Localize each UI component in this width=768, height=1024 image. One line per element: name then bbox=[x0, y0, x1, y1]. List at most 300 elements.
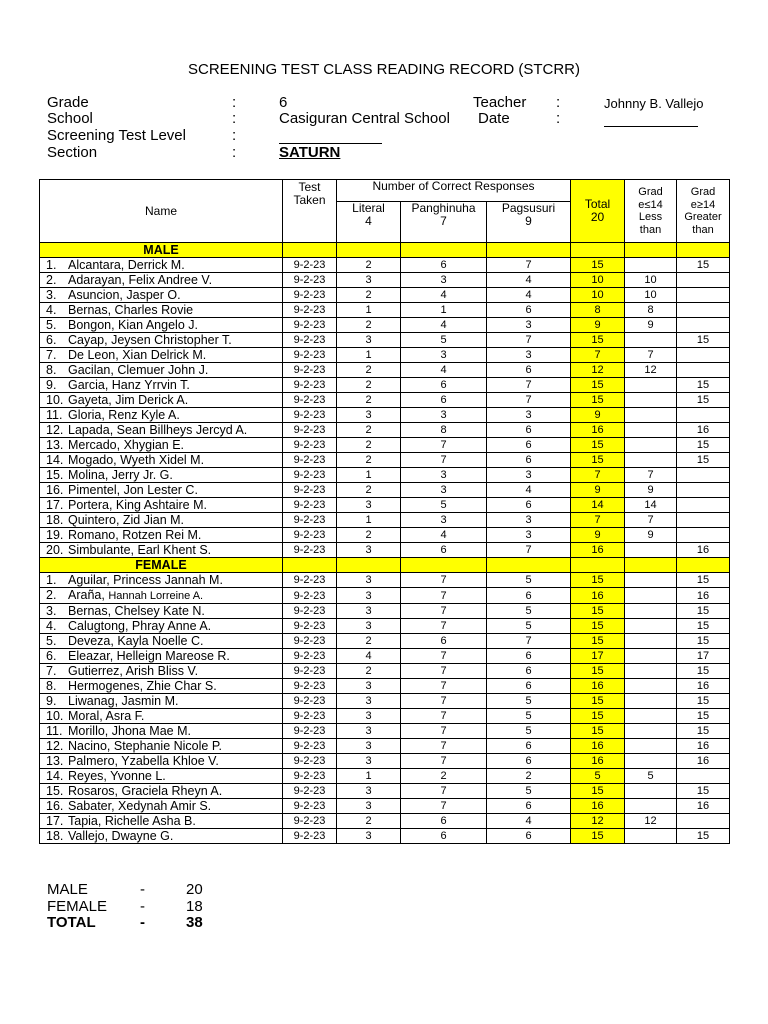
col-header-correct-responses: Number of Correct Responses bbox=[337, 180, 571, 202]
panghinuha-cell: 7 bbox=[401, 694, 487, 709]
less-than-cell: 10 bbox=[625, 288, 677, 303]
greater-than-cell: 15 bbox=[677, 258, 730, 273]
table-row bbox=[40, 724, 730, 739]
pagsusuri-cell: 7 bbox=[487, 258, 571, 273]
greater-than-cell bbox=[677, 363, 730, 378]
less-than-cell bbox=[625, 543, 677, 558]
table-row bbox=[40, 483, 730, 498]
pagsusuri-cell: 6 bbox=[487, 303, 571, 318]
less-than-cell bbox=[625, 634, 677, 649]
student-name: 6. Cayap, Jeysen Christopher T. bbox=[40, 333, 283, 348]
greater-than-cell: 15 bbox=[677, 829, 730, 844]
greater-than-cell: 15 bbox=[677, 378, 730, 393]
student-name: 1. Alcantara, Derrick M. bbox=[40, 258, 283, 273]
col-header-greater-than: Grad e≥14 Greater than bbox=[677, 180, 730, 243]
table-row bbox=[40, 709, 730, 724]
student-name: 15. Molina, Jerry Jr. G. bbox=[40, 468, 283, 483]
total-cell: 12 bbox=[571, 814, 625, 829]
pagsusuri-cell: 3 bbox=[487, 318, 571, 333]
panghinuha-cell: 3 bbox=[401, 348, 487, 363]
student-name: 8. Gacilan, Clemuer John J. bbox=[40, 363, 283, 378]
less-than-cell bbox=[625, 724, 677, 739]
total-cell: 15 bbox=[571, 573, 625, 588]
total-cell: 7 bbox=[571, 348, 625, 363]
greater-than-cell: 15 bbox=[677, 694, 730, 709]
test-date-cell: 9-2-23 bbox=[283, 303, 337, 318]
school-colon: : bbox=[232, 110, 237, 127]
pagsusuri-cell: 6 bbox=[487, 423, 571, 438]
section-label: Section bbox=[47, 144, 98, 161]
greater-than-cell: 15 bbox=[677, 604, 730, 619]
date-label: Date bbox=[478, 110, 510, 127]
male-group-header-label: MALE bbox=[40, 243, 283, 258]
pagsusuri-cell: 3 bbox=[487, 468, 571, 483]
student-name: 10. Moral, Asra F. bbox=[40, 709, 283, 724]
test-date-cell: 9-2-23 bbox=[283, 649, 337, 664]
total-cell: 7 bbox=[571, 513, 625, 528]
less-than-cell bbox=[625, 739, 677, 754]
student-name: 14. Mogado, Wyeth Xidel M. bbox=[40, 453, 283, 468]
pagsusuri-cell: 6 bbox=[487, 679, 571, 694]
panghinuha-cell: 3 bbox=[401, 513, 487, 528]
pagsusuri-cell: 6 bbox=[487, 438, 571, 453]
pagsusuri-cell: 7 bbox=[487, 543, 571, 558]
total-cell: 5 bbox=[571, 769, 625, 784]
greater-than-cell bbox=[677, 483, 730, 498]
panghinuha-cell: 6 bbox=[401, 829, 487, 844]
table-row bbox=[40, 513, 730, 528]
total-cell: 8 bbox=[571, 303, 625, 318]
pagsusuri-cell: 6 bbox=[487, 739, 571, 754]
total-cell: 16 bbox=[571, 423, 625, 438]
pagsusuri-cell: 5 bbox=[487, 604, 571, 619]
literal-cell: 3 bbox=[337, 724, 401, 739]
table-row bbox=[40, 348, 730, 363]
panghinuha-cell: 7 bbox=[401, 619, 487, 634]
student-name: 11. Gloria, Renz Kyle A. bbox=[40, 408, 283, 423]
literal-cell: 2 bbox=[337, 814, 401, 829]
greater-than-cell: 15 bbox=[677, 784, 730, 799]
pagsusuri-cell: 3 bbox=[487, 528, 571, 543]
teacher-value: Johnny B. Vallejo bbox=[604, 96, 704, 111]
greater-than-cell: 15 bbox=[677, 664, 730, 679]
total-cell: 15 bbox=[571, 453, 625, 468]
student-name: 13. Mercado, Xhygian E. bbox=[40, 438, 283, 453]
student-name: 7. Gutierrez, Arish Bliss V. bbox=[40, 664, 283, 679]
test-date-cell: 9-2-23 bbox=[283, 664, 337, 679]
greater-than-cell: 15 bbox=[677, 453, 730, 468]
panghinuha-cell: 7 bbox=[401, 453, 487, 468]
less-than-cell bbox=[625, 333, 677, 348]
literal-cell: 3 bbox=[337, 709, 401, 724]
test-date-cell: 9-2-23 bbox=[283, 769, 337, 784]
total-cell: 14 bbox=[571, 498, 625, 513]
total-cell: 15 bbox=[571, 258, 625, 273]
less-than-cell: 14 bbox=[625, 498, 677, 513]
pagsusuri-cell: 6 bbox=[487, 649, 571, 664]
student-name: 1. Aguilar, Princess Jannah M. bbox=[40, 573, 283, 588]
less-than-cell: 8 bbox=[625, 303, 677, 318]
table-row bbox=[40, 829, 730, 844]
student-name: 17. Portera, King Ashtaire M. bbox=[40, 498, 283, 513]
table-row bbox=[40, 769, 730, 784]
test-date-cell: 9-2-23 bbox=[283, 363, 337, 378]
table-row bbox=[40, 273, 730, 288]
table-row bbox=[40, 438, 730, 453]
panghinuha-cell: 7 bbox=[401, 438, 487, 453]
student-name: 20. Simbulante, Earl Khent S. bbox=[40, 543, 283, 558]
total-cell: 15 bbox=[571, 634, 625, 649]
panghinuha-cell: 3 bbox=[401, 273, 487, 288]
less-than-cell bbox=[625, 438, 677, 453]
table-row bbox=[40, 498, 730, 513]
greater-than-cell bbox=[677, 769, 730, 784]
student-name: 4. Calugtong, Phray Anne A. bbox=[40, 619, 283, 634]
student-name: 7. De Leon, Xian Delrick M. bbox=[40, 348, 283, 363]
panghinuha-cell: 7 bbox=[401, 724, 487, 739]
test-date-cell: 9-2-23 bbox=[283, 679, 337, 694]
total-cell: 15 bbox=[571, 694, 625, 709]
less-than-cell: 10 bbox=[625, 273, 677, 288]
total-cell: 16 bbox=[571, 799, 625, 814]
pagsusuri-cell: 5 bbox=[487, 709, 571, 724]
test-date-cell: 9-2-23 bbox=[283, 573, 337, 588]
total-cell: 15 bbox=[571, 724, 625, 739]
test-date-cell: 9-2-23 bbox=[283, 754, 337, 769]
student-name: 16. Sabater, Xedynah Amir S. bbox=[40, 799, 283, 814]
panghinuha-cell: 7 bbox=[401, 649, 487, 664]
literal-cell: 3 bbox=[337, 679, 401, 694]
student-name: 5. Bongon, Kian Angelo J. bbox=[40, 318, 283, 333]
student-name: 17. Tapia, Richelle Asha B. bbox=[40, 814, 283, 829]
greater-than-cell: 16 bbox=[677, 799, 730, 814]
pagsusuri-cell: 6 bbox=[487, 799, 571, 814]
greater-than-cell: 16 bbox=[677, 754, 730, 769]
table-row bbox=[40, 664, 730, 679]
student-name: 12. Lapada, Sean Billheys Jercyd A. bbox=[40, 423, 283, 438]
test-date-cell: 9-2-23 bbox=[283, 468, 337, 483]
less-than-cell bbox=[625, 393, 677, 408]
literal-cell: 4 bbox=[337, 649, 401, 664]
literal-cell: 3 bbox=[337, 739, 401, 754]
literal-cell: 2 bbox=[337, 318, 401, 333]
less-than-cell bbox=[625, 754, 677, 769]
panghinuha-cell: 3 bbox=[401, 468, 487, 483]
table-row bbox=[40, 288, 730, 303]
panghinuha-cell: 6 bbox=[401, 378, 487, 393]
student-name: 19. Romano, Rotzen Rei M. bbox=[40, 528, 283, 543]
greater-than-cell bbox=[677, 814, 730, 829]
pagsusuri-cell: 5 bbox=[487, 694, 571, 709]
panghinuha-cell: 6 bbox=[401, 393, 487, 408]
female-group-header-label: FEMALE bbox=[40, 558, 283, 573]
test-date-cell: 9-2-23 bbox=[283, 814, 337, 829]
literal-cell: 1 bbox=[337, 348, 401, 363]
panghinuha-cell: 6 bbox=[401, 543, 487, 558]
pagsusuri-cell: 3 bbox=[487, 513, 571, 528]
less-than-cell: 12 bbox=[625, 814, 677, 829]
literal-cell: 2 bbox=[337, 288, 401, 303]
table-row bbox=[40, 393, 730, 408]
panghinuha-cell: 6 bbox=[401, 258, 487, 273]
test-date-cell: 9-2-23 bbox=[283, 619, 337, 634]
total-cell: 16 bbox=[571, 543, 625, 558]
total-cell: 17 bbox=[571, 649, 625, 664]
test-date-cell: 9-2-23 bbox=[283, 258, 337, 273]
total-cell: 16 bbox=[571, 588, 625, 604]
literal-cell: 2 bbox=[337, 363, 401, 378]
literal-cell: 2 bbox=[337, 483, 401, 498]
date-colon: : bbox=[556, 110, 561, 127]
panghinuha-cell: 7 bbox=[401, 664, 487, 679]
literal-cell: 3 bbox=[337, 694, 401, 709]
panghinuha-cell: 1 bbox=[401, 303, 487, 318]
literal-cell: 1 bbox=[337, 303, 401, 318]
pagsusuri-cell: 6 bbox=[487, 754, 571, 769]
greater-than-cell bbox=[677, 498, 730, 513]
total-cell: 15 bbox=[571, 333, 625, 348]
test-date-cell: 9-2-23 bbox=[283, 423, 337, 438]
panghinuha-cell: 7 bbox=[401, 754, 487, 769]
greater-than-cell: 16 bbox=[677, 679, 730, 694]
total-cell: 15 bbox=[571, 393, 625, 408]
col-header-panghinuha: Panghinuha 7 bbox=[401, 202, 487, 243]
student-name: 11. Morillo, Jhona Mae M. bbox=[40, 724, 283, 739]
greater-than-cell: 16 bbox=[677, 543, 730, 558]
test-date-cell: 9-2-23 bbox=[283, 453, 337, 468]
student-name: 3. Asuncion, Jasper O. bbox=[40, 288, 283, 303]
school-value: Casiguran Central School bbox=[279, 110, 450, 127]
test-date-cell: 9-2-23 bbox=[283, 724, 337, 739]
pagsusuri-cell: 6 bbox=[487, 664, 571, 679]
greater-than-cell: 15 bbox=[677, 438, 730, 453]
test-date-cell: 9-2-23 bbox=[283, 588, 337, 604]
total-cell: 15 bbox=[571, 784, 625, 799]
student-name: 9. Liwanag, Jasmin M. bbox=[40, 694, 283, 709]
less-than-cell bbox=[625, 784, 677, 799]
greater-than-cell bbox=[677, 273, 730, 288]
greater-than-cell: 15 bbox=[677, 724, 730, 739]
panghinuha-cell: 3 bbox=[401, 483, 487, 498]
panghinuha-cell: 2 bbox=[401, 769, 487, 784]
pagsusuri-cell: 7 bbox=[487, 378, 571, 393]
literal-cell: 2 bbox=[337, 453, 401, 468]
panghinuha-cell: 5 bbox=[401, 333, 487, 348]
greater-than-cell bbox=[677, 468, 730, 483]
greater-than-cell: 15 bbox=[677, 709, 730, 724]
screening-level-label: Screening Test Level bbox=[47, 127, 186, 144]
col-header-literal: Literal 4 bbox=[337, 202, 401, 243]
less-than-cell: 5 bbox=[625, 769, 677, 784]
total-cell: 15 bbox=[571, 709, 625, 724]
test-date-cell: 9-2-23 bbox=[283, 543, 337, 558]
test-date-cell: 9-2-23 bbox=[283, 483, 337, 498]
table-row bbox=[40, 333, 730, 348]
page-title: SCREENING TEST CLASS READING RECORD (STCRR) bbox=[188, 61, 580, 78]
literal-cell: 3 bbox=[337, 754, 401, 769]
date-blank-line bbox=[604, 126, 698, 127]
pagsusuri-cell: 6 bbox=[487, 829, 571, 844]
grade-value: 6 bbox=[279, 94, 288, 111]
less-than-cell bbox=[625, 604, 677, 619]
female-group-header bbox=[40, 558, 730, 573]
literal-cell: 3 bbox=[337, 588, 401, 604]
greater-than-cell: 16 bbox=[677, 588, 730, 604]
greater-than-cell: 16 bbox=[677, 739, 730, 754]
table-row bbox=[40, 814, 730, 829]
less-than-cell: 9 bbox=[625, 483, 677, 498]
test-date-cell: 9-2-23 bbox=[283, 378, 337, 393]
literal-cell: 3 bbox=[337, 799, 401, 814]
panghinuha-cell: 7 bbox=[401, 799, 487, 814]
pagsusuri-cell: 4 bbox=[487, 814, 571, 829]
pagsusuri-cell: 3 bbox=[487, 408, 571, 423]
less-than-cell bbox=[625, 709, 677, 724]
pagsusuri-cell: 6 bbox=[487, 453, 571, 468]
table-row bbox=[40, 649, 730, 664]
greater-than-cell bbox=[677, 348, 730, 363]
student-name: 3. Bernas, Chelsey Kate N. bbox=[40, 604, 283, 619]
less-than-cell bbox=[625, 664, 677, 679]
greater-than-cell: 15 bbox=[677, 333, 730, 348]
table-row bbox=[40, 573, 730, 588]
panghinuha-cell: 6 bbox=[401, 814, 487, 829]
test-date-cell: 9-2-23 bbox=[283, 348, 337, 363]
greater-than-cell: 15 bbox=[677, 393, 730, 408]
table-row bbox=[40, 423, 730, 438]
less-than-cell bbox=[625, 573, 677, 588]
greater-than-cell bbox=[677, 303, 730, 318]
test-date-cell: 9-2-23 bbox=[283, 694, 337, 709]
less-than-cell bbox=[625, 453, 677, 468]
test-date-cell: 9-2-23 bbox=[283, 333, 337, 348]
literal-cell: 1 bbox=[337, 769, 401, 784]
less-than-cell bbox=[625, 694, 677, 709]
literal-cell: 3 bbox=[337, 573, 401, 588]
total-cell: 9 bbox=[571, 408, 625, 423]
test-date-cell: 9-2-23 bbox=[283, 273, 337, 288]
pagsusuri-cell: 5 bbox=[487, 724, 571, 739]
total-cell: 15 bbox=[571, 664, 625, 679]
literal-cell: 2 bbox=[337, 378, 401, 393]
table-row bbox=[40, 694, 730, 709]
table-row bbox=[40, 378, 730, 393]
panghinuha-cell: 3 bbox=[401, 408, 487, 423]
col-header-pagsusuri: Pagsusuri 9 bbox=[487, 202, 571, 243]
pagsusuri-cell: 6 bbox=[487, 498, 571, 513]
pagsusuri-cell: 6 bbox=[487, 588, 571, 604]
panghinuha-cell: 5 bbox=[401, 498, 487, 513]
test-date-cell: 9-2-23 bbox=[283, 318, 337, 333]
literal-cell: 2 bbox=[337, 258, 401, 273]
total-cell: 15 bbox=[571, 438, 625, 453]
literal-cell: 3 bbox=[337, 619, 401, 634]
table-row bbox=[40, 634, 730, 649]
total-cell: 15 bbox=[571, 378, 625, 393]
total-cell: 9 bbox=[571, 528, 625, 543]
student-name: 9. Garcia, Hanz Yrrvin T. bbox=[40, 378, 283, 393]
test-date-cell: 9-2-23 bbox=[283, 799, 337, 814]
table-row bbox=[40, 754, 730, 769]
student-name: 5. Deveza, Kayla Noelle C. bbox=[40, 634, 283, 649]
male-group-header bbox=[40, 243, 730, 258]
literal-cell: 3 bbox=[337, 273, 401, 288]
literal-cell: 3 bbox=[337, 333, 401, 348]
pagsusuri-cell: 5 bbox=[487, 784, 571, 799]
test-date-cell: 9-2-23 bbox=[283, 393, 337, 408]
student-name: 8. Hermogenes, Zhie Char S. bbox=[40, 679, 283, 694]
total-cell: 9 bbox=[571, 318, 625, 333]
panghinuha-cell: 7 bbox=[401, 588, 487, 604]
total-cell: 15 bbox=[571, 604, 625, 619]
greater-than-cell bbox=[677, 528, 730, 543]
student-name: 12. Nacino, Stephanie Nicole P. bbox=[40, 739, 283, 754]
student-name: 16. Pimentel, Jon Lester C. bbox=[40, 483, 283, 498]
table-row bbox=[40, 588, 730, 604]
col-header-less-than: Grad e≤14 Less than bbox=[625, 180, 677, 243]
table-header-row bbox=[40, 180, 730, 202]
greater-than-cell: 15 bbox=[677, 619, 730, 634]
table-row bbox=[40, 604, 730, 619]
test-date-cell: 9-2-23 bbox=[283, 784, 337, 799]
test-date-cell: 9-2-23 bbox=[283, 709, 337, 724]
table-row bbox=[40, 408, 730, 423]
table-row bbox=[40, 303, 730, 318]
table-row bbox=[40, 258, 730, 273]
less-than-cell: 9 bbox=[625, 318, 677, 333]
literal-cell: 3 bbox=[337, 498, 401, 513]
pagsusuri-cell: 4 bbox=[487, 483, 571, 498]
literal-cell: 1 bbox=[337, 468, 401, 483]
less-than-cell: 9 bbox=[625, 528, 677, 543]
less-than-cell bbox=[625, 799, 677, 814]
greater-than-cell bbox=[677, 408, 730, 423]
col-header-test-taken: Test Taken bbox=[283, 180, 337, 243]
greater-than-cell bbox=[677, 513, 730, 528]
less-than-cell bbox=[625, 679, 677, 694]
literal-cell: 3 bbox=[337, 408, 401, 423]
student-name: 18. Quintero, Zid Jian M. bbox=[40, 513, 283, 528]
less-than-cell: 7 bbox=[625, 468, 677, 483]
table-row bbox=[40, 543, 730, 558]
table-row bbox=[40, 739, 730, 754]
pagsusuri-cell: 6 bbox=[487, 363, 571, 378]
panghinuha-cell: 7 bbox=[401, 604, 487, 619]
less-than-cell bbox=[625, 619, 677, 634]
literal-cell: 2 bbox=[337, 664, 401, 679]
less-than-cell bbox=[625, 829, 677, 844]
panghinuha-cell: 6 bbox=[401, 634, 487, 649]
grade-label: Grade bbox=[47, 94, 89, 111]
teacher-label: Teacher bbox=[473, 94, 527, 111]
panghinuha-cell: 4 bbox=[401, 363, 487, 378]
literal-cell: 2 bbox=[337, 438, 401, 453]
table-row bbox=[40, 679, 730, 694]
greater-than-cell: 15 bbox=[677, 634, 730, 649]
table-row bbox=[40, 619, 730, 634]
table-row bbox=[40, 784, 730, 799]
less-than-cell bbox=[625, 258, 677, 273]
literal-cell: 3 bbox=[337, 784, 401, 799]
panghinuha-cell: 7 bbox=[401, 709, 487, 724]
table-row bbox=[40, 528, 730, 543]
greater-than-cell: 15 bbox=[677, 573, 730, 588]
student-name: 14. Reyes, Yvonne L. bbox=[40, 769, 283, 784]
table-row bbox=[40, 363, 730, 378]
test-date-cell: 9-2-23 bbox=[283, 829, 337, 844]
total-cell: 15 bbox=[571, 619, 625, 634]
table-row bbox=[40, 318, 730, 333]
